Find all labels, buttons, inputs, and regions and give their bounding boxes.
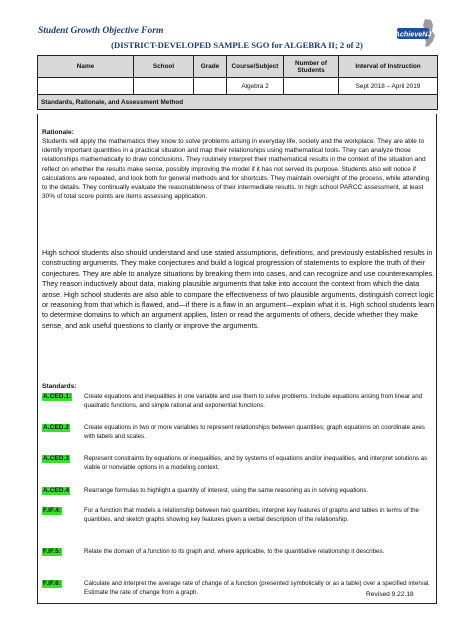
standard-code: A.CED.2 (43, 424, 70, 431)
standard-code: A.CED.3 (43, 455, 70, 462)
cell-grade (194, 78, 227, 95)
standard-description: Calculate and interpret the average rate of change of a function (presented symbolically or as a table) over a specified interval. Estimate the rate of change from a graph. (84, 580, 431, 597)
standard-code: A.CED.4 (43, 487, 70, 494)
header-grade: Grade (194, 56, 227, 78)
cell-school (134, 78, 194, 95)
section-label: Standards, Rationale, and Assessment Method (38, 95, 438, 110)
standard-description: Relate the domain of a function to its graph and, where applicable, to the quantitative relationship it describes. (84, 548, 385, 555)
standard-description: Create equations and inequalities in one variable and use them to solve problems. Include equations arising from linear and quadratic functions, and simple rational and exponential functions. (84, 393, 423, 410)
achievenj-logo (395, 17, 437, 49)
cell-name (38, 78, 134, 95)
cell-course: Algebra 2 (227, 78, 284, 95)
header-course: Course/Subject (227, 56, 284, 78)
header-school: School (134, 56, 194, 78)
cell-interval: Sept 2018 – April 2019 (339, 78, 438, 95)
info-table-data-row (38, 78, 438, 95)
rationale-heading: Rationale: (42, 129, 74, 136)
info-table (37, 55, 438, 110)
standard-code: F.IF.6: (43, 580, 61, 587)
standard-description: Create equations in two or more variables to represent relationships between quantities; graph equations on coordinate axes with labels and scales. (84, 424, 425, 441)
revised-date: Revised 9.22.18 (366, 591, 414, 598)
cell-num-students (284, 78, 339, 95)
rationale-paragraph-1: Students will apply the mathematics they know to solve problems arising in everyday life, society and the workplace. They are able to identify important quantities in a practical situation and map their relationships using mathematical tools. They can analyze those relationships mathematically to draw conclusions. They routinely interpret their mathematical results in the context of the situation and reflect on whether the results make sense, possibly improving the model if it has not served its purpose. Students also will notice if calculations are repeated, and look both for general methods and for shortcuts. They maintain oversight of the process, while attending to the details. They continually evaluate the reasonableness of their intermediate results. In high school PARCC assessment, at least 30% of total score points are items assessing application. (42, 138, 430, 201)
standards-heading: Standards: (42, 383, 77, 390)
header-name: Name (38, 56, 134, 78)
standard-description: Rearrange formulas to highlight a quantity of interest, using the same reasoning as in solving equations. (84, 487, 369, 494)
rationale-paragraph-2: High school students also should understand and use stated assumptions, definitions, and previously established results in constructing arguments. They make conjectures and build a logical progression of statements to explore the truth of their conjectures. They are able to analyze situations by breaking them into cases, and can recognize and use counterexamples. They reason inductively about data, making plausible arguments that take into account the context from which the data arose. High school students are also able to compare the effectiveness of two plausible arguments, distinguish correct logic or reasoning from that which is flawed, and—if there is a flaw in an argument—explain what it is. High school students learn to determine domains to which an argument applies, listen or read the arguments of others, decide whether they make sense, and ask useful questions to clarify or improve the arguments. (42, 248, 435, 330)
standard-code: F.IF.4: (43, 507, 61, 514)
standard-code: F.IF.5: (43, 548, 61, 555)
header-num-students: Number of Students (284, 56, 339, 78)
form-title: Student Growth Objective Form (38, 26, 164, 36)
info-table-header-row (38, 56, 438, 78)
logo-text: AchieveNJ (395, 29, 432, 39)
standard-description: Represent constraints by equations or inequalities, and by systems of equations and/or inequalities, and interpret solutions as viable or nonviable options in a modeling context. (84, 455, 428, 472)
form-subtitle: (DISTRICT-DEVELOPED SAMPLE SGO for ALGEBRA II; 2 of 2) (111, 40, 363, 50)
standard-code: A.CED.1: (43, 393, 72, 400)
standard-description: For a function that models a relationship between two quantities, interpret key features of graphs and tables in terms of the quantities, and sketch graphs showing key features given a verbal description of the relationship. (84, 507, 420, 524)
header-interval: Interval of Instruction (339, 56, 438, 78)
section-header-row (38, 95, 438, 110)
